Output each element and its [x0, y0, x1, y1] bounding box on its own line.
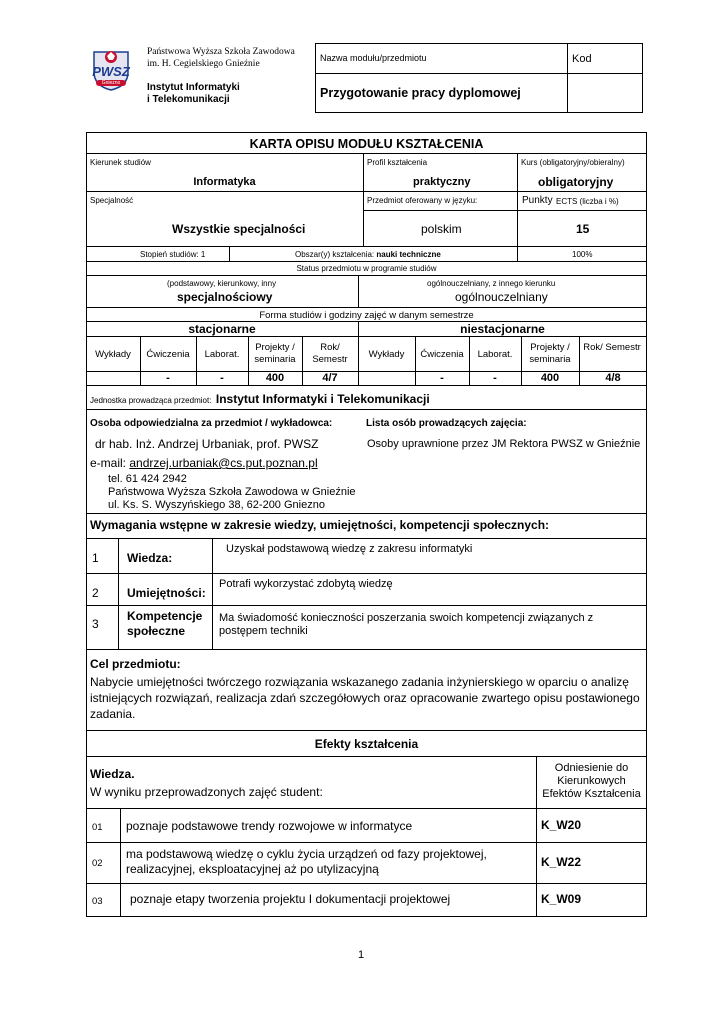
punkty-label: Punkty	[522, 195, 553, 206]
email-link[interactable]: andrzej.urbaniak@cs.put.poznan.pl	[129, 456, 318, 470]
niestac-cwiczenia: -	[440, 372, 444, 384]
stacjonarne-label: stacjonarne	[188, 322, 256, 336]
stopien: Stopień studiów: 1	[140, 250, 206, 259]
specjalnosc-value: Wszystkie specjalności	[172, 222, 306, 236]
cel-title: Cel przedmiotu:	[90, 657, 181, 671]
forma-label: Forma studiów i godziny zajęć w danym semestrze	[259, 310, 474, 321]
specjalnosc-label: Specjalność	[90, 196, 134, 205]
col-rok-semestr: Rok/ Semestr	[312, 342, 348, 365]
jednostka-label: Jednostka prowadząca przedmiot:	[90, 396, 212, 405]
institute-line2: i Telekomunikacji	[147, 94, 230, 105]
col-cwiczenia: Ćwiczenia	[146, 349, 190, 360]
wiedza-subtitle: W wyniku przeprowadzonych zajęć student:	[90, 785, 323, 799]
efekt-code-3: K_W09	[541, 892, 582, 906]
lista-label: Lista osób prowadzących zajęcia:	[366, 418, 527, 429]
wymagania-num-1: 1	[92, 551, 99, 565]
wiedza-title: Wiedza.	[90, 767, 135, 781]
osoba-name: dr hab. Inż. Andrzej Urbaniak, prof. PWSZ	[95, 437, 319, 451]
jezyk-label: Przedmiot oferowany w języku:	[367, 196, 478, 205]
obszar	[295, 250, 441, 259]
stac-rok: 4/7	[322, 372, 338, 384]
niestac-projekty: 400	[540, 372, 560, 384]
tel: tel. 61 424 2942	[108, 473, 187, 485]
school-name-line1: Państwowa Wyższa Szkoła Zawodowa	[147, 47, 295, 57]
stac-laborat: -	[220, 372, 224, 384]
efekt-text-2: ma podstawową wiedzę o cyklu życia urządzeń od fazy projektowej, realizacyjnej, eksploatacyjnej aż po utylizacyjną	[126, 847, 487, 876]
wymagania-text-1: Uzyskał podstawową wiedzę z zakresu informatyki	[226, 543, 473, 555]
osoba-label: Osoba odpowiedzialna za przedmiot / wykładowca:	[90, 418, 333, 429]
school-name-line2: im. H. Cegielskiego Gnieźnie	[147, 59, 260, 69]
col-cwiczenia-n: Ćwiczenia	[420, 349, 464, 360]
code-label: Kod	[572, 53, 592, 65]
niestac-laborat: -	[493, 372, 497, 384]
col-laborat-n: Laborat.	[477, 349, 513, 360]
wymagania-label-2: Umiejętności:	[127, 586, 206, 600]
efekt-num-2: 02	[92, 858, 103, 869]
col-rok-semestr-n: Rok/ Semestr	[583, 342, 641, 353]
ects-label: ECTS (liczba i %)	[556, 197, 619, 206]
col-projekty: Projekty / seminaria	[254, 342, 296, 365]
school-logo	[86, 42, 136, 92]
jednostka-value: Instytut Informatyki i Telekomunikacji	[215, 392, 430, 406]
stac-cwiczenia: -	[166, 372, 170, 384]
module-name: Przygotowanie pracy dyplomowej	[320, 86, 521, 100]
jezyk-value: polskim	[421, 222, 462, 236]
stac-projekty: 400	[265, 372, 285, 384]
lista-value: Osoby uprawnione przez JM Rektora PWSZ w Gnieźnie	[367, 438, 641, 450]
status-right-value: ogólnouczelniany	[455, 290, 548, 304]
efekt-text-1: poznaje podstawowe trendy rozwojowe w informatyce	[126, 819, 413, 833]
jednostka	[90, 390, 430, 408]
procent-value: 100%	[572, 250, 593, 259]
wymagania-label-3: Kompetencje społeczne	[127, 609, 203, 638]
col-projekty-n: Projekty / seminaria	[529, 342, 571, 365]
niestac-rok: 4/8	[605, 372, 621, 384]
status-left-value: specjalnościowy	[177, 290, 273, 304]
wymagania-num-3: 3	[92, 617, 99, 631]
efekt-code-2: K_W22	[541, 855, 582, 869]
status-left-label: (podstawowy, kierunkowy, inny	[167, 279, 277, 288]
address-line2: ul. Ks. S. Wyszyńskiego 38, 62-200 Gniezno	[108, 499, 325, 511]
wymagania-text-3: Ma świadomość konieczności poszerzania swoich kompetencji związanych z postępem techniki	[219, 612, 594, 637]
institute-line1: Instytut Informatyki	[147, 82, 240, 93]
obszar-value: nauki techniczne	[376, 250, 441, 259]
wymagania-label-1: Wiedza:	[127, 551, 173, 565]
efekt-text-3: poznaje etapy tworzenia projektu I dokumentacji projektowej	[130, 892, 451, 906]
cel-text: Nabycie umiejętności twórczego rozwiązania wskazanego zadania inżynierskiego w oparciu o analizę istniejących rozwiązań, realizacja zdań szczegółowych oraz opracowanie zwartego opisu postawionego zadania.	[90, 675, 640, 721]
niestacjonarne-label: niestacjonarne	[460, 322, 545, 336]
wymagania-text-2: Potrafi wykorzystać zdobytą wiedzę	[219, 578, 393, 590]
efekt-num-1: 01	[92, 822, 103, 833]
profil-value: praktyczny	[413, 176, 471, 188]
punkty-value: 15	[576, 222, 590, 236]
wymagania-title: Wymagania wstępne w zakresie wiedzy, umiejętności, kompetencji społecznych:	[90, 518, 550, 532]
status-label: Status przedmiotu w programie studiów	[296, 264, 437, 273]
page-number: 1	[358, 949, 365, 961]
kurs-value: obligatoryjny	[538, 175, 614, 189]
kierunek-value: Informatyka	[193, 176, 256, 188]
efekt-num-3: 03	[92, 896, 103, 907]
col-wyklady-n: Wykłady	[368, 349, 405, 360]
kierunek-label: Kierunek studiów	[90, 158, 151, 167]
profil-label: Profil kształcenia	[367, 158, 428, 167]
odniesienie-label: Odniesienie do Kierunkowych Efektów Kształcenia	[542, 762, 641, 800]
efekty-title: Efekty kształcenia	[314, 737, 419, 751]
logo-subtext: Gniezno	[96, 80, 126, 86]
status-right-label: ogólnouczelniany, z innego kierunku	[427, 279, 556, 288]
logo-text: PWSZ	[92, 64, 130, 79]
kurs-label: Kurs (obligatoryjny/obieralny)	[521, 158, 625, 167]
email-line	[90, 456, 318, 470]
obszar-label: Obszar(y) kształcenia:	[295, 250, 375, 259]
email-prefix: e-mail:	[90, 456, 130, 470]
module-label: Nazwa modułu/przedmiotu	[320, 53, 427, 63]
col-wyklady: Wykłady	[95, 349, 131, 360]
card-title: KARTA OPISU MODUŁU KSZTAŁCENIA	[249, 137, 484, 151]
wymagania-num-2: 2	[92, 586, 99, 600]
efekt-code-1: K_W20	[541, 818, 582, 832]
address-line1: Państwowa Wyższa Szkoła Zawodowa w Gnieźnie	[108, 486, 356, 498]
col-laborat: Laborat.	[204, 349, 240, 360]
